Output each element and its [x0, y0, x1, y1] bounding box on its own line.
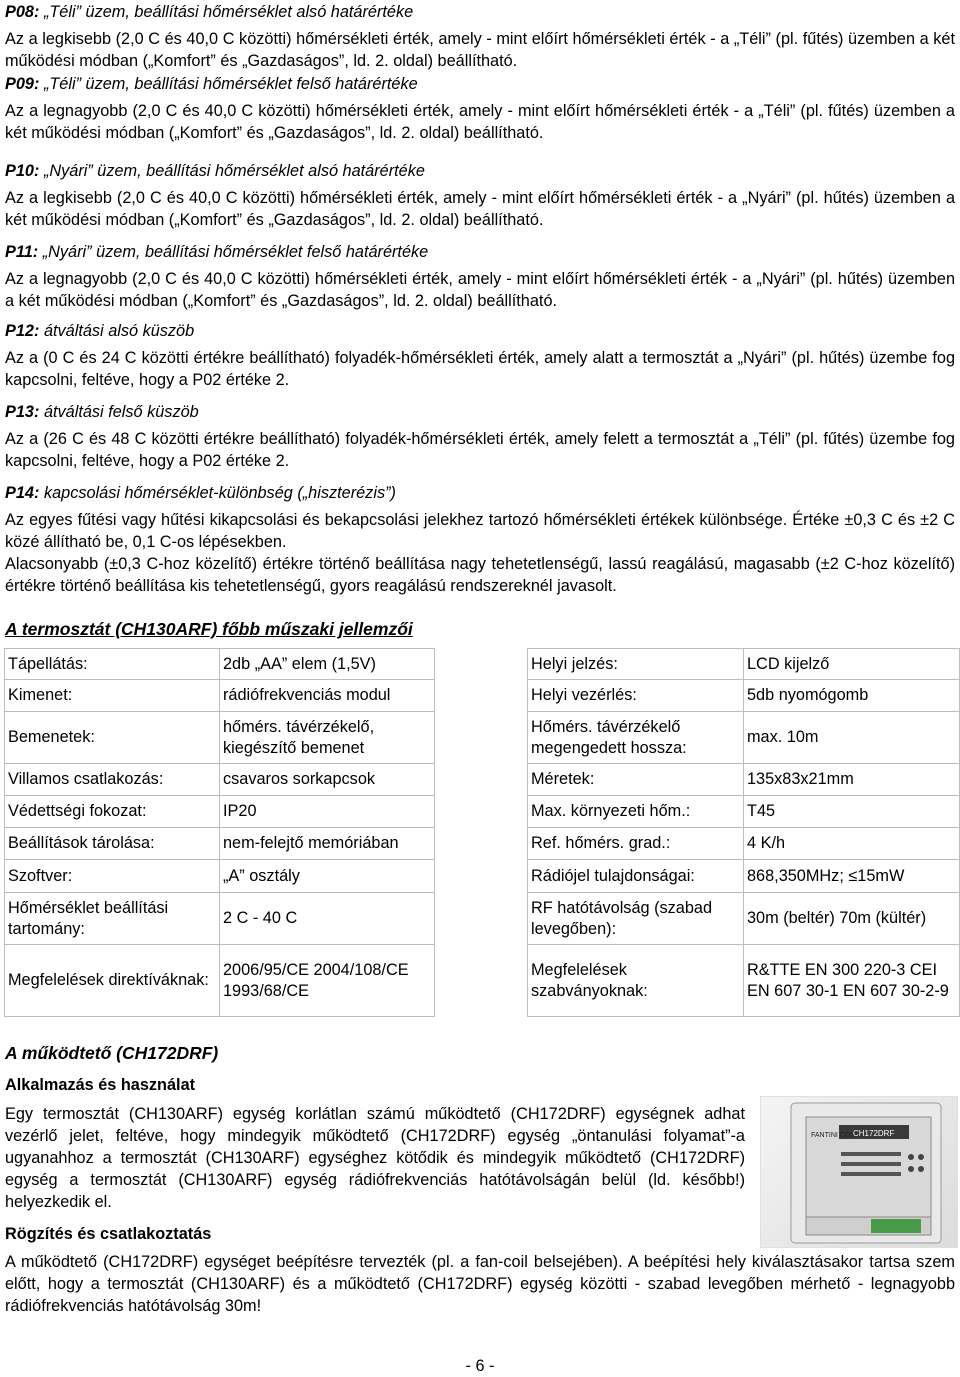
- spec-value: 868,350MHz; ≤15mW: [744, 860, 960, 893]
- spec-value: 135x83x21mm: [744, 764, 960, 796]
- spec-label: Szoftver:: [5, 860, 220, 893]
- spec-title: A termosztát (CH130ARF) főbb műszaki jellemzői: [5, 619, 413, 639]
- spec-row: [528, 712, 960, 764]
- spec-label: Beállítások tárolása:: [5, 828, 220, 860]
- param-title: „Téli” üzem, beállítási hőmérséklet alsó határértéke: [43, 3, 414, 21]
- spec-label: Max. környezeti hőm.:: [528, 796, 744, 828]
- spec-table-left: [4, 648, 435, 1017]
- param-p12: P12: átváltási alsó küszöb Az a (0 C és 24 C közötti értékre beállítható) folyadék-hőmérsékleti érték, amely alatt a termosztát a „Nyári” (pl. hűtés) üzembe fog kapcsolni, feltéve, hogy a P02 értéke 2.: [5, 322, 955, 389]
- spec-value: hőmérs. távérzékelő, kiegészítő bemenet: [220, 712, 435, 764]
- spec-row: [5, 945, 435, 1017]
- param-title: kapcsolási hőmérséklet-különbség („hiszterézis”): [43, 484, 396, 502]
- spec-value: 30m (beltér) 70m (kültér): [744, 893, 960, 945]
- spec-row: [528, 796, 960, 828]
- param-p14: P14: kapcsolási hőmérséklet-különbség („hiszterézis”) Az egyes fűtési vagy hűtési kikapcsolási és bekapcsolási jelekhez tartozó hőmérsékleti értékek különbsége. Értéke ±0,3 C és ±2 C közé állítható be, 0,1 C-os lépésekben. Alacsonyabb (±0,3 C-hoz közelítő) értékre történő beállítása nagy tehetetlenségű, lassú reagálású, magasabb (±2 C-hoz közelítő) értékre történő beállítása kis tehetetlenségű, gyors reagálású rendszereknél javasolt.: [5, 484, 955, 595]
- spec-label: Méretek:: [528, 764, 744, 796]
- spec-value: csavaros sorkapcsok: [220, 764, 435, 796]
- spec-label: Kimenet:: [5, 680, 220, 712]
- spec-label: Megfelelések szabványoknak:: [528, 945, 744, 1017]
- spec-row: [5, 680, 435, 712]
- param-code: P13: [5, 403, 34, 421]
- actuator-device-image: [761, 1097, 957, 1247]
- actuator-title: A működtető (CH172DRF): [5, 1043, 219, 1063]
- param-code: P09: [5, 75, 34, 93]
- spec-row: [528, 860, 960, 893]
- spec-value: rádiófrekvenciás modul: [220, 680, 435, 712]
- spec-row: [5, 712, 435, 764]
- param-code: P14: [5, 484, 34, 502]
- spec-value: max. 10m: [744, 712, 960, 764]
- param-title: átváltási felső küszöb: [43, 403, 199, 421]
- spec-value: T45: [744, 796, 960, 828]
- param-p09: P09: „Téli” üzem, beállítási hőmérséklet felső határértéke Az a legnagyobb (2,0 C és 40,0 C közötti) hőmérsékleti érték, amely - mint előírt hőmérsékleti érték - a „Téli” (pl. fűtés) üzemben a két működési módban („Komfort” és „Gazdaságos”, ld. 2. oldal) beállítható.: [5, 75, 955, 142]
- spec-row: [528, 893, 960, 945]
- param-text: Az a legkisebb (2,0 C és 40,0 C közötti) hőmérsékleti érték, amely - mint előírt hőmérsékleti érték - a „Téli” (pl. fűtés) üzemben a két működési módban („Komfort” és „Gazdaságos”, ld. 2. oldal) beállítható.: [5, 30, 955, 70]
- spec-label: Ref. hőmérs. grad.:: [528, 828, 744, 860]
- spec-label: Hőmérs. távérzékelő megengedett hossza:: [528, 712, 744, 764]
- actuator-photo: [760, 1096, 958, 1248]
- spec-value: LCD kijelző: [744, 649, 960, 680]
- param-text: Az egyes fűtési vagy hűtési kikapcsolási és bekapcsolási jelekhez tartozó hőmérsékleti értékek különbsége. Értéke ±0,3 C és ±2 C közé állítható be, 0,1 C-os lépésekben.: [5, 511, 955, 551]
- param-p11: P11: „Nyári” üzem, beállítási hőmérséklet felső határértéke Az a legnagyobb (2,0 C és 40,0 C közötti) hőmérsékleti érték, amely - mint előírt hőmérsékleti érték - a „Nyári” (pl. hűtés) üzemben a két működési módban („Komfort” és „Gazdaságos”, ld. 2. oldal) beállítható.: [5, 243, 955, 310]
- photo-brand-label: FANTINI COSMI: [811, 1132, 863, 1139]
- spec-label: Tápellátás:: [5, 649, 220, 680]
- application-text: Egy termosztát (CH130ARF) egység korlátlan számú működtető (CH172DRF) egységnek adhat vezérlő jelet, feltéve, hogy mindegyik működtető (CH172DRF) egység „öntanulási folyamat”-a ugyanahhoz a termosztát (CH130ARF) egységhez kötődik és mindegyik működtető (CH172DRF) egység a termosztát (CH130ARF) egység rádiófrekvenciás hatótávolságán belül (ld. később!) helyezkedik el.: [5, 1105, 745, 1211]
- spec-row: [5, 860, 435, 893]
- application-title: Alkalmazás és használat: [5, 1076, 196, 1094]
- param-p10: P10: „Nyári” üzem, beállítási hőmérséklet alsó határértéke Az a legkisebb (2,0 C és 40,0 C közötti) hőmérsékleti érték, amely - mint előírt hőmérsékleti érték - a „Nyári” (pl. hűtés) üzemben a két működési módban („Komfort” és „Gazdaságos”, ld. 2. oldal) beállítható.: [5, 162, 955, 229]
- spec-value: 5db nyomógomb: [744, 680, 960, 712]
- param-title: „Nyári” üzem, beállítási hőmérséklet alsó határértéke: [43, 162, 425, 180]
- param-text: Az a (0 C és 24 C közötti értékre beállítható) folyadék-hőmérsékleti érték, amely alatt a termosztát a „Nyári” (pl. hűtés) üzembe fog kapcsolni, feltéve, hogy a P02 értéke 2.: [5, 349, 955, 389]
- spec-table-right: [527, 648, 960, 1017]
- spec-value: 2006/95/CE 2004/108/CE 1993/68/CE: [220, 945, 435, 1017]
- param-p08: P08: „Téli” üzem, beállítási hőmérséklet alsó határértéke Az a legkisebb (2,0 C és 40,0 C közötti) hőmérsékleti érték, amely - mint előírt hőmérsékleti érték - a „Téli” (pl. fűtés) üzemben a két működési módban („Komfort” és „Gazdaságos”, ld. 2. oldal) beállítható.: [5, 3, 955, 70]
- spec-label: Bemenetek:: [5, 712, 220, 764]
- spec-label: Védettségi fokozat:: [5, 796, 220, 828]
- spec-row: [528, 828, 960, 860]
- param-text: Az a legnagyobb (2,0 C és 40,0 C közötti) hőmérsékleti érték, amely - mint előírt hőmérsékleti érték - a „Nyári” (pl. hűtés) üzemben a két működési módban („Komfort” és „Gazdaságos”, ld. 2. oldal) beállítható.: [5, 270, 955, 310]
- spec-value: 4 K/h: [744, 828, 960, 860]
- param-code: P12: [5, 322, 34, 340]
- spec-row: [5, 649, 435, 680]
- spec-row: [528, 649, 960, 680]
- spec-label: Villamos csatlakozás:: [5, 764, 220, 796]
- param-text: Az a (26 C és 48 C közötti értékre beállítható) folyadék-hőmérsékleti érték, amely felett a termosztát a „Téli” (pl. fűtés) üzembe fog kapcsolni, feltéve, hogy a P02 értéke 2.: [5, 430, 955, 470]
- param-code: P08: [5, 3, 34, 21]
- spec-label: Rádiójel tulajdonságai:: [528, 860, 744, 893]
- param-code: P11: [5, 243, 33, 261]
- spec-row: [528, 680, 960, 712]
- spec-value: 2db „AA” elem (1,5V): [220, 649, 435, 680]
- spec-row: [528, 945, 960, 1017]
- param-text: Az a legkisebb (2,0 C és 40,0 C közötti) hőmérsékleti érték, amely - mint előírt hőmérsékleti érték - a „Nyári” (pl. hűtés) üzemben a két működési módban („Komfort” és „Gazdaságos”, ld. 2. oldal) beállítható.: [5, 189, 955, 229]
- spec-label: RF hatótávolság (szabad levegőben):: [528, 893, 744, 945]
- mounting-text: A működtető (CH172DRF) egységet beépítésre tervezték (pl. a fan-coil belsejében). A beépítési hely kiválasztásakor tartsa szem előtt, hogy a termosztát (CH130ARF) és a működtető (CH172DRF) egység közötti - szabad levegőben mérhető - legnagyobb rádiófrekvenciás hatótávolság 30m!: [5, 1253, 955, 1315]
- spec-row: [5, 828, 435, 860]
- spec-label: Hőmérséklet beállítási tartomány:: [5, 893, 220, 945]
- param-p13: P13: átváltási felső küszöb Az a (26 C és 48 C közötti értékre beállítható) folyadék-hőmérsékleti érték, amely felett a termosztát a „Téli” (pl. fűtés) üzembe fog kapcsolni, feltéve, hogy a P02 értéke 2.: [5, 403, 955, 470]
- param-text-2: Alacsonyabb (±0,3 C-hoz közelítő) értékre történő beállítása nagy tehetetlenségű, lassú reagálású, magasabb (±2 C-hoz közelítő) értékre történő beállítása kis tehetetlenségű, gyors reagálású rendszereknél javasolt.: [5, 555, 955, 595]
- param-title: átváltási alsó küszöb: [43, 322, 195, 340]
- spec-value: nem-felejtő memóriában: [220, 828, 435, 860]
- param-title: „Nyári” üzem, beállítási hőmérséklet felső határértéke: [42, 243, 429, 261]
- spec-value: „A” osztály: [220, 860, 435, 893]
- spec-value: 2 C - 40 C: [220, 893, 435, 945]
- page-number: - 6 -: [465, 1357, 495, 1375]
- photo-model-label: CH172DRF: [853, 1129, 895, 1138]
- spec-label: Megfelelések direktíváknak:: [5, 945, 220, 1017]
- spec-row: [5, 764, 435, 796]
- mounting-title: Rögzítés és csatlakoztatás: [5, 1225, 212, 1243]
- param-text: Az a legnagyobb (2,0 C és 40,0 C közötti) hőmérsékleti érték, amely - mint előírt hőmérsékleti érték - a „Téli” (pl. fűtés) üzemben a két működési módban („Komfort” és „Gazdaságos”, ld. 2. oldal) beállítható.: [5, 102, 955, 142]
- spec-row: [5, 796, 435, 828]
- spec-label: Helyi vezérlés:: [528, 680, 744, 712]
- param-title: „Téli” üzem, beállítási hőmérséklet felső határértéke: [43, 75, 418, 93]
- spec-label: Helyi jelzés:: [528, 649, 744, 680]
- param-code: P10: [5, 162, 34, 180]
- spec-row: [5, 893, 435, 945]
- spec-row: [528, 764, 960, 796]
- spec-value: IP20: [220, 796, 435, 828]
- spec-value: R&TTE EN 300 220-3 CEI EN 607 30-1 EN 607 30-2-9: [744, 945, 960, 1017]
